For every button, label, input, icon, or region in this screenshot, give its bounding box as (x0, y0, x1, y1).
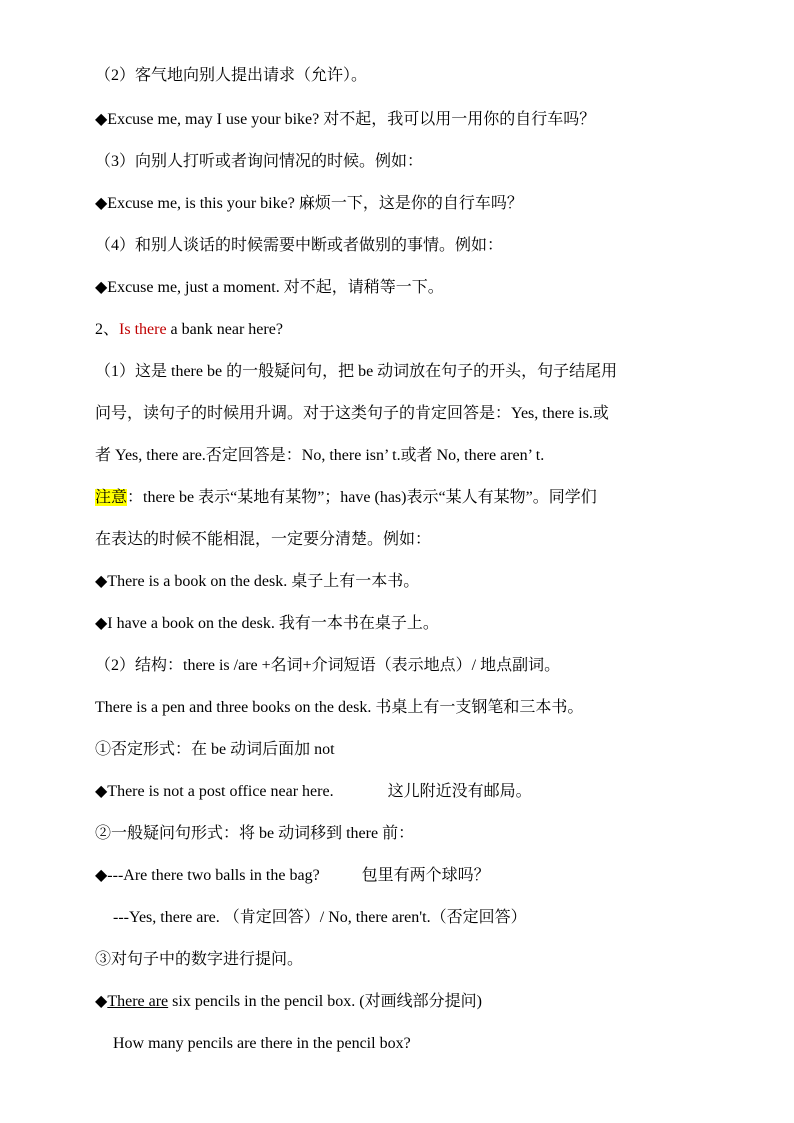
note-label: 注意 (95, 489, 128, 506)
example-bike-use: ◆Excuse me, may I use your bike? 对不起，我可以用一用你的自行车吗？ (95, 111, 596, 128)
note-text: ：there be 表示“某地有某物”；have (has)表示“某人有某物”。同学们 (127, 489, 597, 506)
section-number: 2、 (95, 321, 120, 338)
paragraph-line: 在表达的时候不能相混，一定要分清楚。例如： (95, 531, 432, 548)
note-line (95, 487, 597, 509)
paragraph-line: （1）这是 there be 的一般疑问句，把 be 动词放在句子的开头，句子结尾用 (95, 363, 618, 380)
highlighted-phrase: Is there (119, 321, 167, 338)
example-english: ◆There is not a post office near here. (95, 783, 334, 800)
example-english: ◆---Are there two balls in the bag? (95, 867, 320, 884)
section-heading-2 (95, 319, 283, 341)
example-is-this-bike: ◆Excuse me, is this your bike? 麻烦一下，这是你的自行车吗？ (95, 195, 523, 212)
example-chinese: 包里有两个球吗？ (361, 867, 490, 884)
subheading-interrupt: （4）和别人谈话的时候需要中断或者做别的事情。例如： (95, 237, 504, 254)
example-two-balls (95, 865, 490, 887)
paragraph-line: 者 Yes, there are.否定回答是：No, there isn’ t.或者 No, there aren’ t. (95, 447, 545, 464)
example-rest: six pencils in the pencil box. (对画线部分提问) (168, 993, 482, 1010)
section-heading-rest: a bank near here? (166, 321, 283, 338)
rule-negative-form: ①否定形式：在 be 动词后面加 not (95, 741, 335, 758)
rule-question-form: ②一般疑问句形式：将 be 动词移到 there 前： (95, 825, 415, 842)
underlined-phrase: There are (107, 993, 169, 1010)
example-six-pencils (95, 991, 482, 1013)
diamond-bullet: ◆ (95, 993, 108, 1010)
example-pen-and-books: There is a pen and three books on the desk. 书桌上有一支钢笔和三本书。 (95, 699, 584, 716)
subheading-inquiry: （3）向别人打听或者询问情况的时候。例如： (95, 153, 424, 170)
subheading-structure: （2）结构：there is /are +名词+介词短语（表示地点）/ 地点副词。 (95, 657, 561, 674)
example-i-have-book: ◆I have a book on the desk. 我有一本书在桌子上。 (95, 615, 439, 632)
example-there-is-book: ◆There is a book on the desk. 桌子上有一本书。 (95, 573, 420, 590)
example-how-many: How many pencils are there in the pencil box? (113, 1035, 411, 1052)
example-chinese: 这儿附近没有邮局。 (387, 783, 532, 800)
example-post-office (95, 781, 532, 803)
example-just-a-moment: ◆Excuse me, just a moment. 对不起，请稍等一下。 (95, 279, 444, 296)
rule-number-question: ③对句子中的数字进行提问。 (95, 951, 304, 968)
subheading-request: （2）客气地向别人提出请求（允许）。 (95, 67, 368, 84)
example-answers: ---Yes, there are. （肯定回答）/ No, there aren't.（否定回答） (113, 909, 527, 926)
paragraph-line: 问号，读句子的时候用升调。对于这类句子的肯定回答是：Yes, there is.或 (95, 405, 609, 422)
